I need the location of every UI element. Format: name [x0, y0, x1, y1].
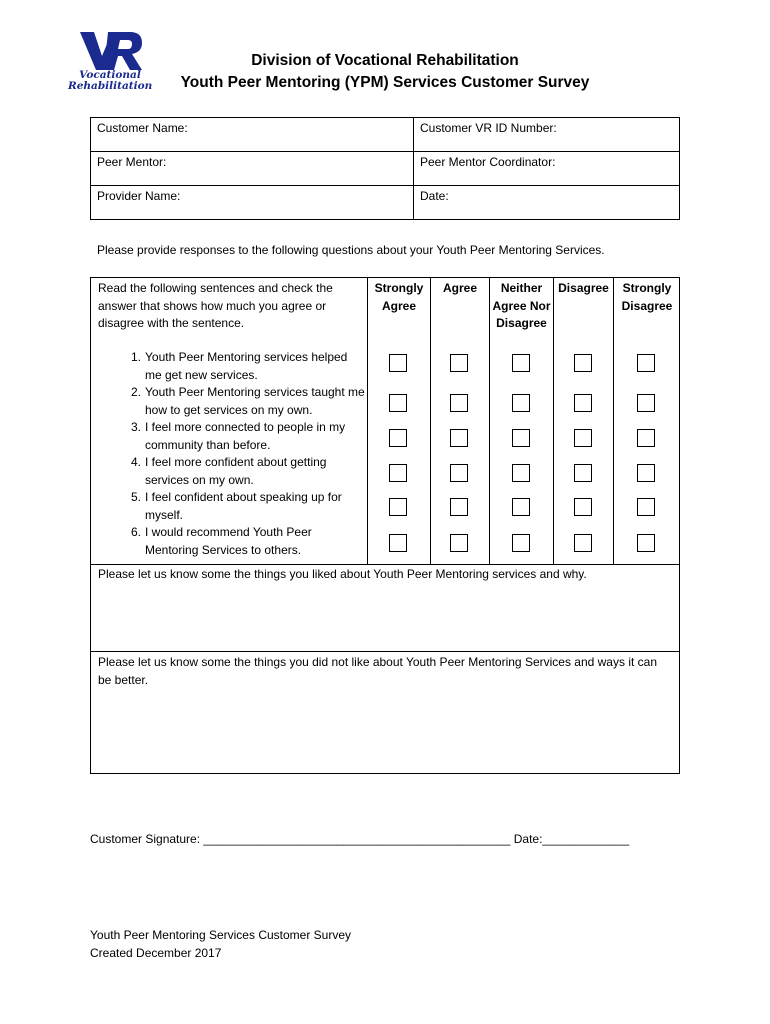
- customer-name-field[interactable]: [91, 118, 414, 152]
- disliked-comment-box[interactable]: [98, 653, 673, 689]
- question-number: 4.: [130, 455, 141, 469]
- customer-vr-id-label: Customer VR ID Number:: [420, 121, 557, 135]
- col-header-strongly-agree: Strongly Agree: [374, 281, 424, 313]
- checkbox-q2-disagree[interactable]: [574, 394, 592, 412]
- question-number: 6.: [130, 525, 141, 539]
- instructions: Please provide responses to the following questions about your Youth Peer Mentoring Services.: [97, 243, 605, 257]
- question-number: 2.: [130, 385, 141, 399]
- question-row: [99, 489, 369, 524]
- checkbox-q2-neither[interactable]: [512, 394, 530, 412]
- signature-line[interactable]: [90, 832, 629, 846]
- provider-name-label: Provider Name:: [97, 189, 181, 203]
- peer-mentor-coordinator-label: Peer Mentor Coordinator:: [420, 155, 556, 169]
- checkbox-q4-strongly-disagree[interactable]: [637, 464, 655, 482]
- title-line1: Division of Vocational Rehabilitation: [251, 52, 519, 69]
- checkbox-q6-strongly-disagree[interactable]: [637, 534, 655, 552]
- col-header-neither: Neither Agree Nor Disagree: [492, 281, 551, 330]
- checkbox-q1-strongly-disagree[interactable]: [637, 354, 655, 372]
- liked-prompt: Please let us know some the things you liked about Youth Peer Mentoring services and why.: [98, 567, 587, 581]
- checkbox-q6-strongly-agree[interactable]: [389, 534, 407, 552]
- question-text: Youth Peer Mentoring services helped me get new services.: [145, 350, 348, 382]
- checkbox-q2-strongly-disagree[interactable]: [637, 394, 655, 412]
- question-text: Youth Peer Mentoring services taught me how to get services on my own.: [145, 385, 365, 417]
- divider: [553, 278, 554, 564]
- question-text: I feel more connected to people in my community than before.: [145, 420, 346, 452]
- checkbox-q6-agree[interactable]: [450, 534, 468, 552]
- logo-text-line1: Vocational: [79, 69, 141, 81]
- divider: [91, 651, 679, 652]
- footer: [90, 926, 351, 962]
- question-number: 3.: [130, 420, 141, 434]
- checkbox-q5-strongly-disagree[interactable]: [637, 498, 655, 516]
- peer-mentor-field[interactable]: [91, 152, 414, 186]
- col-header-agree: Agree: [442, 281, 477, 295]
- question-number: 1.: [130, 350, 141, 364]
- checkbox-q4-disagree[interactable]: [574, 464, 592, 482]
- checkbox-q4-strongly-agree[interactable]: [389, 464, 407, 482]
- checkbox-q3-agree[interactable]: [450, 429, 468, 447]
- divider: [430, 278, 431, 564]
- signature-date-label: Date:_____________: [513, 832, 630, 846]
- col-header-strongly-disagree: Strongly Disagree: [621, 281, 673, 313]
- question-number: 5.: [130, 490, 141, 504]
- checkbox-q6-disagree[interactable]: [574, 534, 592, 552]
- survey-intro: Read the following sentences and check the answer that shows how much you agree or disagree with the sentence.: [98, 281, 333, 330]
- question-text: I would recommend Youth Peer Mentoring Services to others.: [145, 525, 312, 557]
- logo-text-line2: Rehabilitation: [68, 80, 153, 92]
- checkbox-q4-neither[interactable]: [512, 464, 530, 482]
- provider-name-field[interactable]: [91, 186, 414, 220]
- liked-comment-box[interactable]: [98, 565, 673, 583]
- checkbox-q3-neither[interactable]: [512, 429, 530, 447]
- peer-mentor-label: Peer Mentor:: [97, 155, 167, 169]
- checkbox-q2-agree[interactable]: [450, 394, 468, 412]
- peer-mentor-coordinator-field[interactable]: [414, 152, 680, 186]
- customer-name-label: Customer Name:: [97, 121, 188, 135]
- question-text: I feel more confident about getting services on my own.: [145, 455, 327, 487]
- title-line2: Youth Peer Mentoring (YPM) Services Customer Survey: [180, 74, 590, 91]
- checkbox-q1-strongly-agree[interactable]: [389, 354, 407, 372]
- checkbox-q4-agree[interactable]: [450, 464, 468, 482]
- question-row: [99, 349, 369, 384]
- checkbox-q3-strongly-agree[interactable]: [389, 429, 407, 447]
- question-row: [99, 454, 369, 489]
- page-title: [0, 50, 770, 94]
- customer-vr-id-field[interactable]: [414, 118, 680, 152]
- question-row: [99, 384, 369, 419]
- disliked-prompt: Please let us know some the things you did not like about Youth Peer Mentoring Services and ways it can be better.: [98, 655, 657, 687]
- footer-line1: Youth Peer Mentoring Services Customer Survey: [90, 928, 352, 942]
- checkbox-q3-disagree[interactable]: [574, 429, 592, 447]
- checkbox-q5-neither[interactable]: [512, 498, 530, 516]
- checkbox-q1-disagree[interactable]: [574, 354, 592, 372]
- divider: [613, 278, 614, 564]
- survey-grid: [90, 277, 680, 774]
- checkbox-q5-strongly-agree[interactable]: [389, 498, 407, 516]
- question-row: [99, 524, 369, 559]
- checkbox-q1-neither[interactable]: [512, 354, 530, 372]
- col-header-disagree: Disagree: [558, 281, 609, 295]
- signature-label: Customer Signature: ______________________________________________: [90, 832, 511, 846]
- customer-info-table: [90, 117, 680, 220]
- checkbox-q5-disagree[interactable]: [574, 498, 592, 516]
- checkbox-q5-agree[interactable]: [450, 498, 468, 516]
- date-label: Date:: [420, 189, 449, 203]
- question-row: [99, 419, 369, 454]
- checkbox-q6-neither[interactable]: [512, 534, 530, 552]
- footer-line2: Created December 2017: [90, 946, 222, 960]
- question-text: I feel confident about speaking up for myself.: [145, 490, 342, 522]
- checkbox-q3-strongly-disagree[interactable]: [637, 429, 655, 447]
- date-field[interactable]: [414, 186, 680, 220]
- checkbox-q1-agree[interactable]: [450, 354, 468, 372]
- checkbox-q2-strongly-agree[interactable]: [389, 394, 407, 412]
